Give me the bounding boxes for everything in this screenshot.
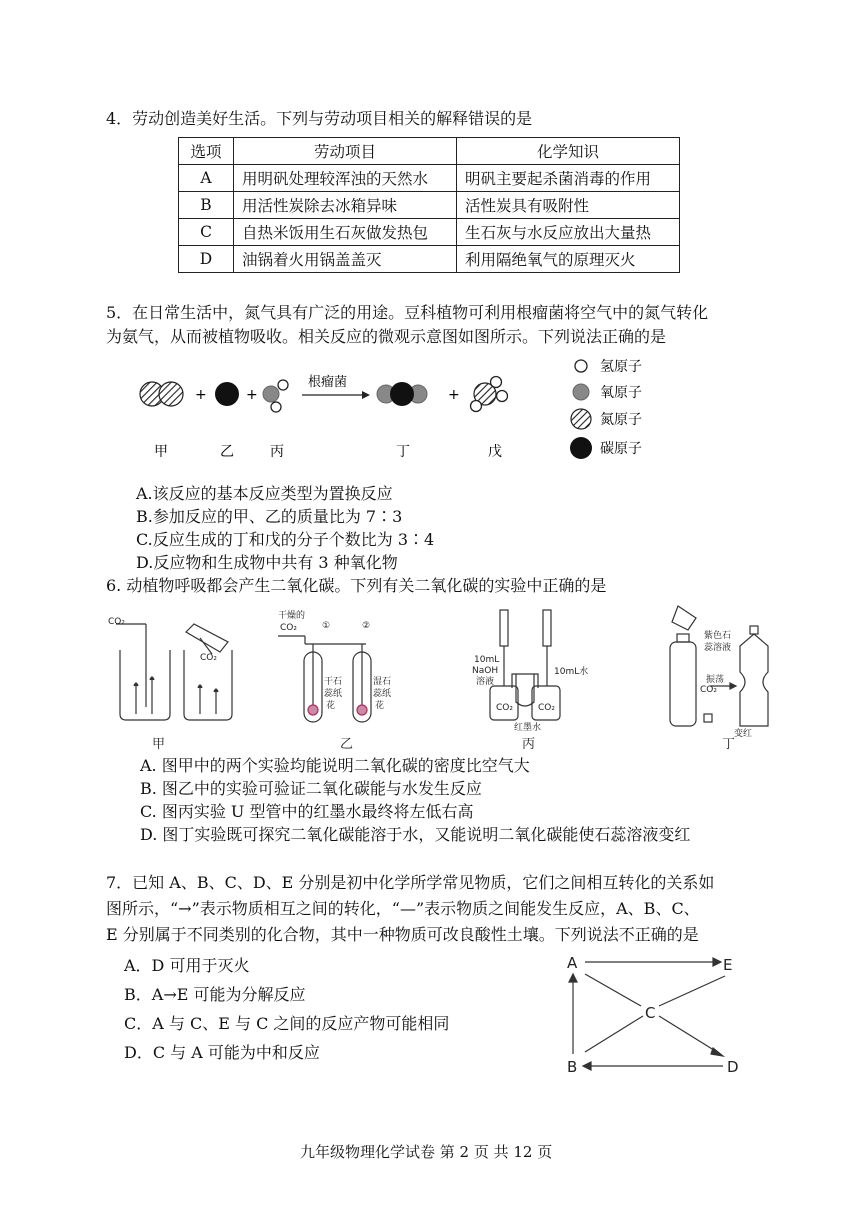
svg-text:氢原子: 氢原子 (600, 359, 642, 375)
q5-option-b: B.参加反应的甲、乙的质量比为 7∶3 (136, 507, 403, 526)
svg-text:CO₂: CO₂ (538, 703, 555, 713)
molecule-label: 甲 (154, 444, 168, 460)
relation-diagram (555, 948, 755, 1076)
figure-label: 甲 (152, 737, 166, 752)
table-cell: B (179, 192, 234, 219)
q5-option-d: D.反应物和生成物中共有 3 种氧化物 (136, 553, 398, 572)
figure-label: 乙 (340, 737, 354, 752)
table-header-cell: 化学知识 (457, 138, 680, 165)
svg-text:变红: 变红 (734, 729, 753, 739)
node-e: E (723, 956, 733, 974)
q5-stem-line1: 5．在日常生活中，氮气具有广泛的用途。豆科植物可利用根瘤菌将空气中的氮气转化 (106, 303, 709, 322)
q7-option-d: D．C 与 A 可能为中和反应 (124, 1043, 320, 1062)
q5-option-a: A.该反应的基本反应类型为置换反应 (136, 484, 393, 503)
arrow-label: 根瘤菌 (308, 375, 348, 390)
node-b: B (567, 1058, 578, 1076)
table-row (179, 219, 680, 246)
molecule-label: 丁 (396, 444, 410, 460)
molecule-ding (377, 382, 427, 406)
table-cell: 用明矾处理较浑浊的天然水 (234, 165, 457, 192)
table-row (179, 246, 680, 273)
reaction-diagram (130, 352, 690, 464)
q5-option-c: C.反应生成的丁和戊的分子个数比为 3∶4 (136, 530, 435, 549)
table-cell: 用活性炭除去冰箱异味 (234, 192, 457, 219)
svg-text:②: ② (362, 621, 371, 631)
q6-stem: 6. 动植物呼吸都会产生二氧化碳。下列有关二氧化碳的实验中正确的是 (106, 576, 607, 595)
svg-text:干燥的: 干燥的 (278, 611, 306, 621)
plus-sign: + (195, 387, 207, 403)
figure-label: 丙 (522, 737, 536, 752)
node-c: C (645, 1004, 656, 1022)
node-a: A (567, 954, 578, 972)
q6-option-d: D. 图丁实验既可探究二氧化碳能溶于水，又能说明二氧化碳能使石蕊溶液变红 (140, 825, 691, 844)
table-cell: 明矾主要起杀菌消毒的作用 (457, 165, 680, 192)
svg-text:10mL: 10mL (474, 655, 500, 665)
q6-option-c: C. 图丙实验 U 型管中的红墨水最终将左低右高 (140, 802, 474, 821)
table-header-row (179, 138, 680, 165)
table-cell: D (179, 246, 234, 273)
svg-text:CO₂: CO₂ (108, 617, 125, 627)
svg-text:NaOH: NaOH (472, 666, 499, 676)
q7-option-c: C．A 与 C、E 与 C 之间的反应产物可能相同 (124, 1014, 450, 1033)
svg-text:振荡: 振荡 (706, 675, 725, 685)
table-cell: 活性炭具有吸附性 (457, 192, 680, 219)
page-footer: 九年级物理化学试卷 第 2 页 共 12 页 (300, 1143, 553, 1161)
svg-text:氮原子: 氮原子 (600, 412, 642, 428)
table-row (179, 192, 680, 219)
plus-sign: + (448, 387, 460, 403)
svg-text:CO₂: CO₂ (700, 685, 717, 695)
svg-text:湿石: 湿石 (373, 677, 392, 687)
atom-legend (570, 359, 642, 459)
molecule-jia (140, 382, 183, 406)
svg-text:红墨水: 红墨水 (514, 723, 542, 733)
figure-ding (670, 606, 768, 726)
svg-text:10mL水: 10mL水 (554, 667, 589, 677)
svg-text:花: 花 (375, 701, 385, 711)
table-cell: C (179, 219, 234, 246)
table-cell: 油锅着火用锅盖盖灭 (234, 246, 457, 273)
table-cell: 利用隔绝氧气的原理灭火 (457, 246, 680, 273)
svg-text:蕊纸: 蕊纸 (324, 689, 343, 699)
reaction-arrow (302, 391, 370, 399)
svg-text:碳原子: 碳原子 (600, 441, 642, 457)
svg-text:氧原子: 氧原子 (600, 385, 642, 401)
molecule-label: 丙 (270, 444, 284, 460)
molecule-wu (471, 377, 508, 412)
table-cell: A (179, 165, 234, 192)
svg-text:①: ① (322, 621, 331, 631)
figure-label: 丁 (722, 737, 736, 752)
figure-jia (116, 624, 232, 720)
plus-sign: + (246, 387, 258, 403)
table-header-cell: 选项 (179, 138, 234, 165)
q7-stem-line3: E 分别属于不同类别的化合物，其中一种物质可改良酸性土壤。下列说法不正确的是 (106, 925, 699, 944)
node-d: D (727, 1058, 739, 1076)
svg-text:蕊溶液: 蕊溶液 (704, 643, 732, 653)
svg-text:紫色石: 紫色石 (704, 631, 732, 641)
q6-option-a: A. 图甲中的两个实验均能说明二氧化碳的密度比空气大 (140, 756, 530, 775)
q4-stem: 4．劳动创造美好生活。下列与劳动项目相关的解释错误的是 (106, 109, 533, 128)
molecule-label: 乙 (220, 444, 234, 460)
svg-text:CO₂: CO₂ (280, 623, 297, 633)
molecule-yi (215, 382, 239, 406)
q7-stem-line2: 图所示，“→”表示物质相互之间的转化，“—”表示物质之间能发生反应，A、B、C、 (106, 899, 700, 918)
q7-stem-line1: 7．已知 A、B、C、D、E 分别是初中化学所学常见物质，它们之间相互转化的关系如 (106, 873, 715, 892)
q7-option-a: A．D 可用于灭火 (124, 956, 250, 975)
q6-option-b: B. 图乙中的实验可验证二氧化碳能与水发生反应 (140, 779, 482, 798)
svg-text:溶液: 溶液 (476, 677, 495, 687)
q7-option-b: B．A→E 可能为分解反应 (124, 985, 306, 1004)
co2-experiments-figure (100, 602, 790, 752)
svg-text:干石: 干石 (324, 677, 343, 687)
svg-text:CO₂: CO₂ (496, 703, 513, 713)
table-cell: 生石灰与水反应放出大量热 (457, 219, 680, 246)
svg-text:蕊纸: 蕊纸 (373, 689, 392, 699)
q4-table (178, 137, 680, 273)
svg-text:CO₂: CO₂ (200, 653, 217, 663)
table-row (179, 165, 680, 192)
svg-text:花: 花 (326, 701, 336, 711)
table-header-cell: 劳动项目 (234, 138, 457, 165)
table-cell: 自热米饭用生石灰做发热包 (234, 219, 457, 246)
molecule-bing (263, 380, 288, 412)
q5-stem-line2: 为氨气，从而被植物吸收。相关反应的微观示意图如图所示。下列说法正确的是 (106, 327, 667, 346)
molecule-label: 戊 (488, 444, 502, 460)
